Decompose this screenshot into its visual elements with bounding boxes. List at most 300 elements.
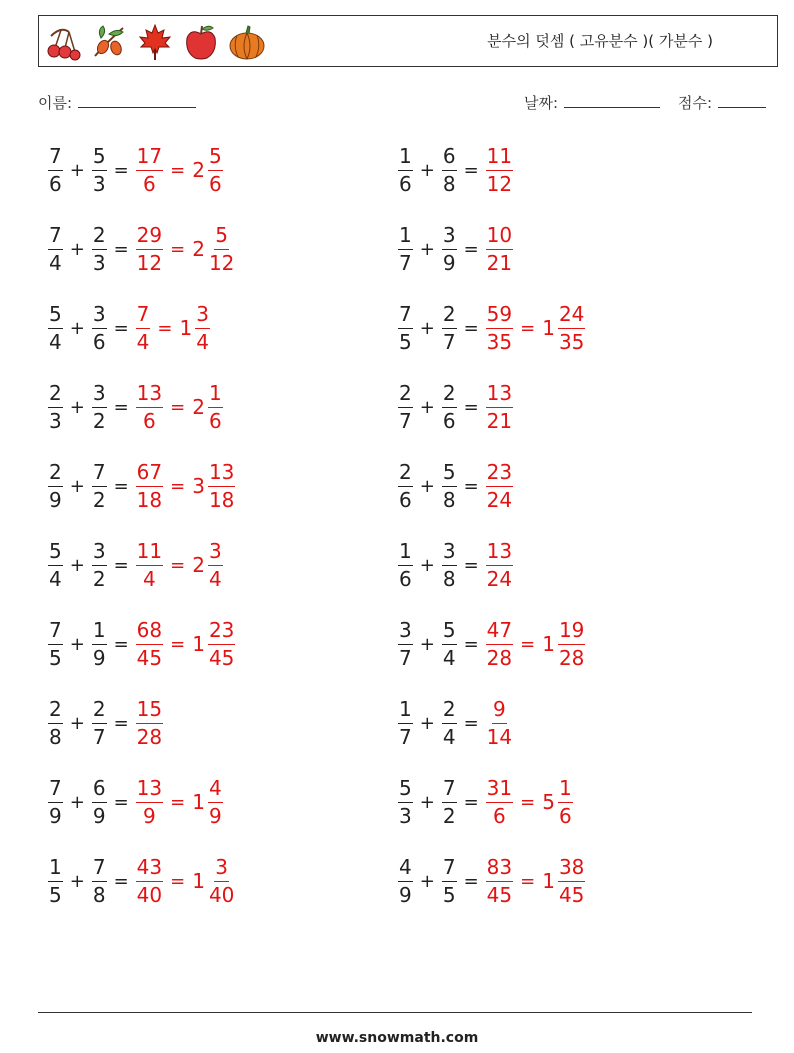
plus-sign: +	[419, 791, 435, 813]
score-line	[718, 93, 766, 108]
addend-fraction	[398, 222, 413, 277]
mixed-fraction-denominator: 6	[558, 803, 572, 828]
plus-sign: +	[419, 870, 435, 892]
answer-fraction	[486, 696, 513, 751]
addend-fraction-numerator: 2	[48, 459, 63, 487]
addend-fraction-denominator: 4	[442, 724, 456, 749]
addend-fraction-denominator: 5	[49, 882, 62, 907]
addend-fraction-denominator: 7	[399, 724, 412, 749]
addend-fraction-denominator: 6	[399, 487, 412, 512]
addend-fraction-numerator: 6	[92, 775, 107, 803]
mixed-fraction-denominator: 18	[208, 487, 235, 512]
plus-sign: +	[69, 238, 85, 260]
mixed-fraction-denominator: 4	[196, 329, 209, 354]
answer-fraction-denominator: 6	[493, 803, 506, 828]
score-label: 점수:	[678, 94, 713, 112]
plus-sign: +	[69, 712, 85, 734]
mixed-whole: 1	[179, 316, 193, 340]
addend-fraction	[398, 617, 413, 672]
addend-fraction-denominator: 2	[92, 487, 106, 512]
addend-fraction	[442, 143, 457, 198]
answer-fraction-denominator: 45	[136, 645, 163, 670]
plus-sign: +	[69, 870, 85, 892]
mixed-fraction	[558, 617, 585, 672]
answer-fraction	[486, 617, 513, 672]
equals-sign: =	[463, 475, 479, 497]
addend-fraction-numerator: 1	[398, 222, 413, 250]
answer-fraction-denominator: 28	[486, 645, 513, 670]
problem-row	[396, 298, 587, 358]
answer-fraction-denominator: 4	[136, 329, 150, 354]
mixed-fraction-denominator: 9	[208, 803, 222, 828]
addend-fraction-numerator: 5	[442, 459, 457, 487]
plus-sign: +	[419, 396, 435, 418]
addend-fraction-numerator: 2	[442, 301, 457, 329]
equals-sign: =	[520, 317, 536, 339]
plus-sign: +	[419, 317, 435, 339]
answer-fraction-denominator: 24	[486, 566, 513, 591]
addend-fraction-denominator: 9	[49, 803, 62, 828]
plus-sign: +	[419, 633, 435, 655]
equals-sign: =	[463, 554, 479, 576]
mixed-fraction	[208, 143, 223, 198]
mixed-fraction-denominator: 4	[208, 566, 222, 591]
equals-sign: =	[113, 870, 129, 892]
mixed-whole: 3	[192, 474, 205, 498]
plus-sign: +	[419, 712, 435, 734]
addend-fraction	[442, 696, 457, 751]
equals-sign: =	[170, 238, 186, 260]
answer-fraction-numerator: 47	[486, 617, 513, 645]
plus-sign: +	[419, 554, 435, 576]
plus-sign: +	[419, 475, 435, 497]
date-line	[564, 93, 660, 108]
addend-fraction-denominator: 9	[49, 487, 62, 512]
plus-sign: +	[419, 159, 435, 181]
addend-fraction-numerator: 1	[398, 538, 413, 566]
addend-fraction	[398, 143, 413, 198]
answer-fraction	[136, 143, 163, 198]
addend-fraction-denominator: 6	[442, 408, 456, 433]
answer-fraction	[136, 459, 163, 514]
addend-fraction	[442, 380, 457, 435]
answer-fraction-numerator: 67	[136, 459, 163, 487]
answer-fraction-numerator: 11	[136, 538, 163, 566]
equals-sign: =	[170, 791, 186, 813]
addend-fraction	[442, 222, 457, 277]
equals-sign: =	[170, 554, 186, 576]
addend-fraction-denominator: 3	[49, 408, 62, 433]
addend-fraction-denominator: 5	[399, 329, 412, 354]
addend-fraction-denominator: 8	[92, 882, 106, 907]
addend-fraction	[442, 301, 457, 356]
plus-sign: +	[69, 396, 85, 418]
addend-fraction	[92, 222, 107, 277]
addend-fraction-denominator: 9	[399, 882, 412, 907]
mixed-whole: 5	[542, 790, 555, 814]
addend-fraction-denominator: 6	[399, 171, 412, 196]
addend-fraction-denominator: 5	[442, 882, 456, 907]
addend-fraction-denominator: 7	[92, 724, 106, 749]
addend-fraction-numerator: 5	[398, 775, 413, 803]
mixed-whole: 1	[542, 316, 555, 340]
problem-row	[396, 219, 515, 279]
addend-fraction-denominator: 9	[92, 645, 106, 670]
addend-fraction-denominator: 2	[92, 408, 106, 433]
addend-fraction-numerator: 2	[48, 696, 63, 724]
answer-fraction-numerator: 10	[486, 222, 513, 250]
equals-sign: =	[463, 791, 479, 813]
equals-sign: =	[463, 238, 479, 260]
equals-sign: =	[520, 633, 536, 655]
footer-url: www.snowmath.com	[315, 1030, 479, 1046]
equals-sign: =	[170, 870, 186, 892]
name-label: 이름:	[38, 94, 73, 112]
addend-fraction-denominator: 7	[399, 645, 412, 670]
answer-fraction	[486, 301, 513, 356]
answer-fraction	[486, 538, 513, 593]
mixed-fraction	[208, 222, 235, 277]
problem-row	[396, 772, 575, 832]
answer-fraction-denominator: 12	[486, 171, 513, 196]
addend-fraction-denominator: 3	[92, 171, 106, 196]
answer-fraction-numerator: 17	[136, 143, 163, 171]
mixed-whole: 2	[192, 553, 205, 577]
addend-fraction	[48, 380, 63, 435]
addend-fraction	[48, 301, 63, 356]
answer-fraction-denominator: 12	[136, 250, 163, 275]
mixed-fraction-numerator: 24	[558, 301, 585, 329]
answer-fraction	[136, 222, 163, 277]
problem-row	[396, 535, 515, 595]
mixed-fraction-numerator: 1	[208, 380, 223, 408]
plus-sign: +	[69, 475, 85, 497]
answer-fraction-numerator: 68	[136, 617, 163, 645]
answer-fraction-denominator: 45	[486, 882, 513, 907]
addend-fraction-numerator: 6	[442, 143, 457, 171]
answer-fraction	[136, 301, 151, 356]
addend-fraction-numerator: 7	[442, 854, 457, 882]
mixed-fraction-denominator: 45	[558, 882, 585, 907]
addend-fraction	[398, 301, 413, 356]
answer-fraction	[136, 854, 163, 909]
addend-fraction	[442, 538, 457, 593]
addend-fraction	[92, 775, 107, 830]
name-line	[78, 93, 196, 108]
equals-sign: =	[113, 554, 129, 576]
addend-fraction-denominator: 3	[92, 250, 106, 275]
equals-sign: =	[113, 317, 129, 339]
plus-sign: +	[69, 159, 85, 181]
addend-fraction	[442, 854, 457, 909]
equals-sign: =	[113, 712, 129, 734]
addend-fraction-denominator: 8	[442, 566, 456, 591]
addend-fraction-numerator: 7	[398, 301, 413, 329]
addend-fraction-denominator: 6	[92, 329, 106, 354]
addend-fraction-denominator: 6	[399, 566, 412, 591]
mixed-fraction	[208, 459, 235, 514]
answer-fraction	[486, 380, 513, 435]
equals-sign: =	[170, 159, 186, 181]
equals-sign: =	[463, 396, 479, 418]
addend-fraction-denominator: 4	[442, 645, 456, 670]
date-field	[524, 92, 660, 113]
addend-fraction-numerator: 2	[92, 222, 107, 250]
answer-fraction-denominator: 6	[143, 171, 156, 196]
answer-fraction-numerator: 9	[492, 696, 507, 724]
addend-fraction-denominator: 6	[49, 171, 62, 196]
addend-fraction-denominator: 7	[399, 408, 412, 433]
addend-fraction	[442, 617, 457, 672]
equals-sign: =	[113, 791, 129, 813]
mixed-fraction-denominator: 6	[208, 171, 222, 196]
addend-fraction-numerator: 3	[442, 538, 457, 566]
mixed-fraction-numerator: 5	[208, 143, 223, 171]
addend-fraction-numerator: 4	[398, 854, 413, 882]
equals-sign: =	[463, 712, 479, 734]
problem-row	[396, 614, 587, 674]
problem-row	[396, 693, 515, 753]
equals-sign: =	[463, 870, 479, 892]
addend-fraction	[398, 380, 413, 435]
problem-row	[396, 456, 515, 516]
addend-fraction	[398, 854, 413, 909]
mixed-fraction-denominator: 12	[208, 250, 235, 275]
addend-fraction-numerator: 3	[92, 538, 107, 566]
answer-fraction	[486, 459, 513, 514]
addend-fraction	[48, 538, 63, 593]
mixed-fraction	[208, 854, 235, 909]
addend-fraction-numerator: 7	[48, 775, 63, 803]
problem-row	[46, 456, 237, 516]
addend-fraction-numerator: 7	[442, 775, 457, 803]
addend-fraction-denominator: 5	[49, 645, 62, 670]
mixed-fraction	[558, 854, 585, 909]
mixed-fraction-denominator: 40	[208, 882, 235, 907]
addend-fraction-numerator: 3	[92, 301, 107, 329]
answer-fraction-numerator: 7	[136, 301, 151, 329]
equals-sign: =	[463, 633, 479, 655]
answer-fraction-denominator: 14	[486, 724, 513, 749]
answer-fraction-numerator: 31	[486, 775, 513, 803]
answer-fraction-denominator: 9	[143, 803, 156, 828]
addend-fraction-numerator: 5	[48, 538, 63, 566]
addend-fraction-numerator: 2	[48, 380, 63, 408]
answer-fraction-numerator: 13	[486, 538, 513, 566]
mixed-fraction	[558, 301, 585, 356]
answer-fraction-numerator: 13	[136, 380, 163, 408]
problem-row	[46, 693, 165, 753]
equals-sign: =	[113, 396, 129, 418]
answer-fraction-numerator: 15	[136, 696, 163, 724]
mixed-fraction-denominator: 28	[558, 645, 585, 670]
addend-fraction-numerator: 5	[92, 143, 107, 171]
addend-fraction-numerator: 7	[48, 617, 63, 645]
answer-fraction-denominator: 18	[136, 487, 163, 512]
mixed-fraction-denominator: 6	[208, 408, 222, 433]
problem-row	[46, 614, 237, 674]
mixed-whole: 1	[192, 869, 205, 893]
answer-fraction	[136, 696, 163, 751]
worksheet-title: 분수의 덧셈 ( 고유분수 )( 가분수 )	[487, 32, 713, 50]
mixed-fraction	[208, 380, 223, 435]
problem-row	[46, 772, 225, 832]
mixed-fraction-denominator: 45	[208, 645, 235, 670]
mixed-whole: 1	[542, 869, 555, 893]
addend-fraction-denominator: 9	[92, 803, 106, 828]
equals-sign: =	[170, 396, 186, 418]
equals-sign: =	[113, 159, 129, 181]
addend-fraction-numerator: 5	[48, 301, 63, 329]
date-label: 날짜:	[524, 94, 559, 112]
mixed-fraction-numerator: 4	[208, 775, 223, 803]
addend-fraction-numerator: 7	[48, 143, 63, 171]
addend-fraction-denominator: 8	[442, 171, 456, 196]
addend-fraction-denominator: 2	[442, 803, 456, 828]
addend-fraction-numerator: 3	[442, 222, 457, 250]
answer-fraction	[136, 380, 163, 435]
addend-fraction	[48, 143, 63, 198]
addend-fraction-denominator: 7	[399, 250, 412, 275]
answer-fraction-numerator: 83	[486, 854, 513, 882]
equals-sign: =	[463, 159, 479, 181]
mixed-whole: 1	[192, 632, 205, 656]
mixed-fraction	[558, 775, 573, 830]
addend-fraction-numerator: 7	[48, 222, 63, 250]
problem-row	[46, 298, 212, 358]
addend-fraction-numerator: 1	[92, 617, 107, 645]
plus-sign: +	[69, 554, 85, 576]
mixed-fraction	[208, 617, 235, 672]
answer-fraction	[136, 617, 163, 672]
mixed-fraction-numerator: 3	[195, 301, 210, 329]
mixed-fraction-numerator: 19	[558, 617, 585, 645]
addend-fraction-numerator: 2	[398, 380, 413, 408]
addend-fraction	[92, 538, 107, 593]
addend-fraction-denominator: 3	[399, 803, 412, 828]
addend-fraction	[92, 617, 107, 672]
mixed-whole: 2	[192, 395, 205, 419]
mixed-fraction-numerator: 38	[558, 854, 585, 882]
addend-fraction-denominator: 2	[92, 566, 106, 591]
answer-fraction-numerator: 59	[486, 301, 513, 329]
addend-fraction-numerator: 7	[92, 459, 107, 487]
addend-fraction	[92, 301, 107, 356]
addend-fraction-numerator: 2	[398, 459, 413, 487]
addend-fraction	[92, 143, 107, 198]
mixed-whole: 2	[192, 237, 205, 261]
answer-fraction	[136, 775, 163, 830]
answer-fraction-denominator: 40	[136, 882, 163, 907]
addend-fraction-numerator: 2	[442, 696, 457, 724]
addend-fraction	[398, 459, 413, 514]
problem-row	[396, 377, 515, 437]
answer-fraction	[486, 143, 513, 198]
equals-sign: =	[113, 633, 129, 655]
equals-sign: =	[157, 317, 173, 339]
addend-fraction-numerator: 2	[92, 696, 107, 724]
addend-fraction-denominator: 4	[49, 250, 62, 275]
equals-sign: =	[463, 317, 479, 339]
mixed-fraction-numerator: 3	[208, 538, 223, 566]
addend-fraction	[442, 459, 457, 514]
answer-fraction	[486, 222, 513, 277]
addend-fraction-denominator: 8	[442, 487, 456, 512]
problem-row	[46, 851, 237, 911]
addend-fraction	[48, 459, 63, 514]
problem-row	[46, 219, 237, 279]
problem-row	[396, 851, 587, 911]
addend-fraction-numerator: 3	[398, 617, 413, 645]
addend-fraction	[92, 696, 107, 751]
problem-row	[396, 140, 515, 200]
mixed-fraction	[208, 775, 223, 830]
answer-fraction	[486, 775, 513, 830]
mixed-fraction-numerator: 23	[208, 617, 235, 645]
addend-fraction-denominator: 4	[49, 329, 62, 354]
answer-fraction-denominator: 28	[136, 724, 163, 749]
answer-fraction	[486, 854, 513, 909]
score-field	[678, 92, 766, 113]
equals-sign: =	[520, 870, 536, 892]
addend-fraction	[92, 459, 107, 514]
addend-fraction-denominator: 8	[49, 724, 62, 749]
addend-fraction	[398, 696, 413, 751]
addend-fraction-numerator: 3	[92, 380, 107, 408]
addend-fraction-numerator: 1	[398, 143, 413, 171]
mixed-whole: 1	[192, 790, 205, 814]
mixed-fraction-denominator: 35	[558, 329, 585, 354]
answer-fraction-denominator: 21	[486, 408, 513, 433]
mixed-whole: 2	[192, 158, 205, 182]
addend-fraction-denominator: 7	[442, 329, 456, 354]
problem-row	[46, 535, 225, 595]
answer-fraction-denominator: 4	[143, 566, 156, 591]
addend-fraction-numerator: 1	[398, 696, 413, 724]
answer-fraction-numerator: 23	[486, 459, 513, 487]
mixed-fraction-numerator: 5	[214, 222, 229, 250]
answer-fraction-numerator: 11	[486, 143, 513, 171]
answer-fraction-denominator: 21	[486, 250, 513, 275]
plus-sign: +	[69, 791, 85, 813]
addend-fraction	[48, 617, 63, 672]
problem-row	[46, 140, 225, 200]
addend-fraction-numerator: 1	[48, 854, 63, 882]
problem-row	[46, 377, 225, 437]
equals-sign: =	[113, 238, 129, 260]
addend-fraction	[92, 380, 107, 435]
addend-fraction-numerator: 5	[442, 617, 457, 645]
answer-fraction-numerator: 29	[136, 222, 163, 250]
mixed-fraction	[195, 301, 210, 356]
mixed-fraction-numerator: 1	[558, 775, 573, 803]
answer-fraction-numerator: 13	[136, 775, 163, 803]
addend-fraction-denominator: 4	[49, 566, 62, 591]
answer-fraction-denominator: 35	[486, 329, 513, 354]
addend-fraction	[48, 696, 63, 751]
mixed-whole: 1	[542, 632, 555, 656]
plus-sign: +	[69, 317, 85, 339]
addend-fraction	[442, 775, 457, 830]
addend-fraction	[48, 222, 63, 277]
addend-fraction	[92, 854, 107, 909]
equals-sign: =	[170, 475, 186, 497]
addend-fraction	[398, 775, 413, 830]
equals-sign: =	[113, 475, 129, 497]
equals-sign: =	[520, 791, 536, 813]
footer-divider	[38, 1012, 752, 1013]
answer-fraction-numerator: 13	[486, 380, 513, 408]
